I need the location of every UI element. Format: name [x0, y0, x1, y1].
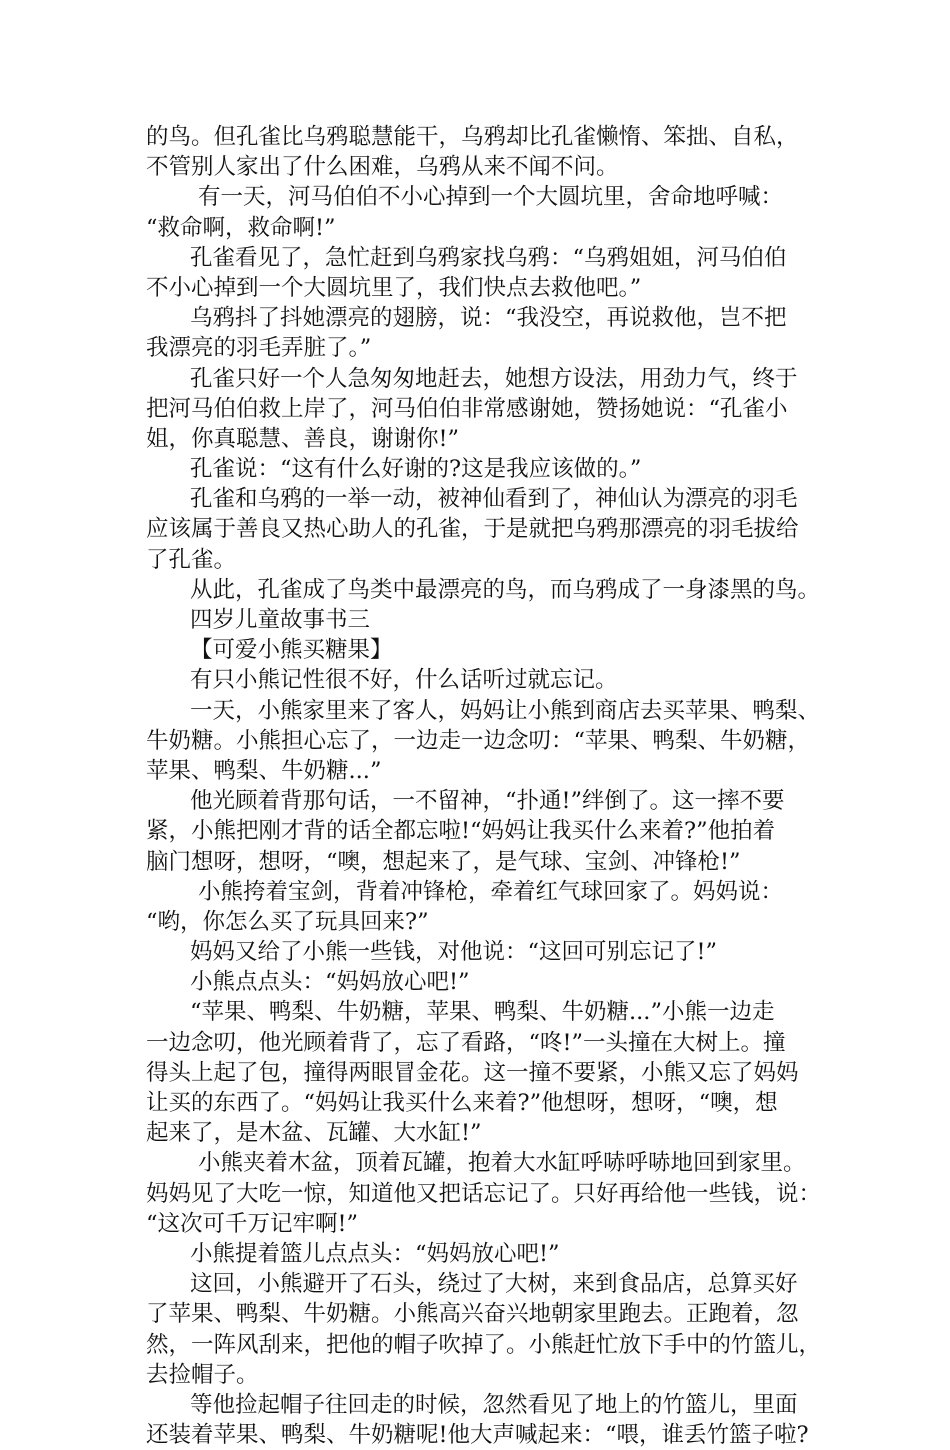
text-line: 了苹果、鸭梨、牛奶糖。小熊高兴奋兴地朝家里跑去。正跑着，忽	[146, 1301, 799, 1328]
text-line: 还装着苹果、鸭梨、牛奶糖呢!他大声喊起来：“喂，谁丢竹篮子啦?	[146, 1422, 809, 1449]
text-line: 从此，孔雀成了鸟类中最漂亮的鸟，而乌鸦成了一身漆黑的鸟。	[190, 576, 821, 603]
text-line: “苹果、鸭梨、牛奶糖，苹果、鸭梨、牛奶糖...”小熊一边走	[190, 999, 775, 1026]
text-line: 有一天，河马伯伯不小心掉到一个大圆坑里，舍命地呼喊：	[198, 184, 784, 211]
text-line: 乌鸦抖了抖她漂亮的翅膀，说：“我没空，再说救他，岂不把	[190, 305, 787, 332]
text-line: 紧，小熊把刚才背的话全都忘啦!“妈妈让我买什么来着?”他拍着	[146, 818, 776, 845]
text-line: 有只小熊记性很不好，什么话听过就忘记。	[190, 667, 618, 694]
text-line: “救命啊，救命啊!”	[146, 214, 336, 241]
story-text-body	[146, 122, 826, 1450]
text-line: 苹果、鸭梨、牛奶糖...”	[146, 757, 382, 784]
text-line: 不管别人家出了什么困难，乌鸦从来不闻不问。	[146, 154, 619, 181]
text-line: 小熊点点头：“妈妈放心吧!”	[190, 969, 470, 996]
text-line: 【可爱小熊买糖果】	[190, 637, 393, 664]
text-line: 姐，你真聪慧、善良，谢谢你!”	[146, 425, 460, 452]
text-line: 把河马伯伯救上岸了，河马伯伯非常感谢她，赞扬她说：“孔雀小	[146, 395, 788, 422]
text-line: 我漂亮的羽毛弄脏了。”	[146, 335, 372, 362]
text-line: 妈妈见了大吃一惊，知道他又把话忘记了。只好再给他一些钱，说：	[146, 1180, 822, 1207]
text-line: 妈妈又给了小熊一些钱，对他说：“这回可别忘记了!”	[190, 939, 718, 966]
text-line: 起来了，是木盆、瓦罐、大水缸!”	[146, 1120, 482, 1147]
text-line: 小熊挎着宝剑，背着冲锋枪，牵着红气球回家了。妈妈说：	[198, 878, 784, 905]
text-line: “哟，你怎么买了玩具回来?”	[146, 908, 429, 935]
text-line: 孔雀说：“这有什么好谢的?这是我应该做的。”	[190, 456, 642, 483]
text-line: 牛奶糖。小熊担心忘了，一边走一边念叨：“苹果、鸭梨、牛奶糖，	[146, 727, 811, 754]
text-line: “这次可千万记牢啊!”	[146, 1210, 359, 1237]
text-line: 然，一阵风刮来，把他的帽子吹掉了。小熊赶忙放下手中的竹篮儿，	[146, 1331, 822, 1358]
text-line: 这回，小熊避开了石头，绕过了大树，来到食品店，总算买好	[190, 1271, 798, 1298]
text-line: 他光顾着背那句话，一不留神，“扑通!”绊倒了。这一摔不要	[190, 788, 785, 815]
text-line: 了孔雀。	[146, 546, 237, 573]
text-line: 不小心掉到一个大圆坑里了，我们快点去救他吧。”	[146, 274, 642, 301]
text-line: 得头上起了包，撞得两眼冒金花。这一撞不要紧，小熊又忘了妈妈	[146, 1059, 799, 1086]
text-line: 脑门想呀，想呀，“噢，想起来了，是气球、宝剑、冲锋枪!”	[146, 848, 741, 875]
text-line: 孔雀看见了，急忙赶到乌鸦家找乌鸦：“乌鸦姐姐，河马伯伯	[190, 244, 787, 271]
text-line: 应该属于善良又热心助人的孔雀，于是就把乌鸦那漂亮的羽毛拔给	[146, 516, 799, 543]
text-line: 去捡帽子。	[146, 1361, 259, 1388]
text-line: 一天，小熊家里来了客人，妈妈让小熊到商店去买苹果、鸭梨、	[190, 697, 821, 724]
text-line: 让买的东西了。“妈妈让我买什么来着?”他想呀，想呀，“噢，想	[146, 1090, 778, 1116]
text-line: 四岁儿童故事书三	[190, 607, 371, 633]
text-line: 小熊提着篮儿点点头：“妈妈放心吧!”	[190, 1240, 560, 1267]
text-line: 小熊夹着木盆，顶着瓦罐，抱着大水缸呼哧呼哧地回到家里。	[198, 1150, 806, 1177]
text-line: 一边念叨，他光顾着背了，忘了看路，“咚!”一头撞在大树上。撞	[146, 1029, 786, 1056]
text-line: 等他捡起帽子往回走的时候，忽然看见了地上的竹篮儿，里面	[190, 1391, 798, 1418]
text-line: 孔雀只好一个人急匆匆地赶去，她想方设法，用劲力气，终于	[190, 365, 798, 392]
text-line: 孔雀和乌鸦的一举一动，被神仙看到了，神仙认为漂亮的羽毛	[190, 486, 798, 513]
text-line: 的鸟。但孔雀比乌鸦聪慧能干，乌鸦却比孔雀懒惰、笨拙、自私，	[146, 124, 799, 150]
